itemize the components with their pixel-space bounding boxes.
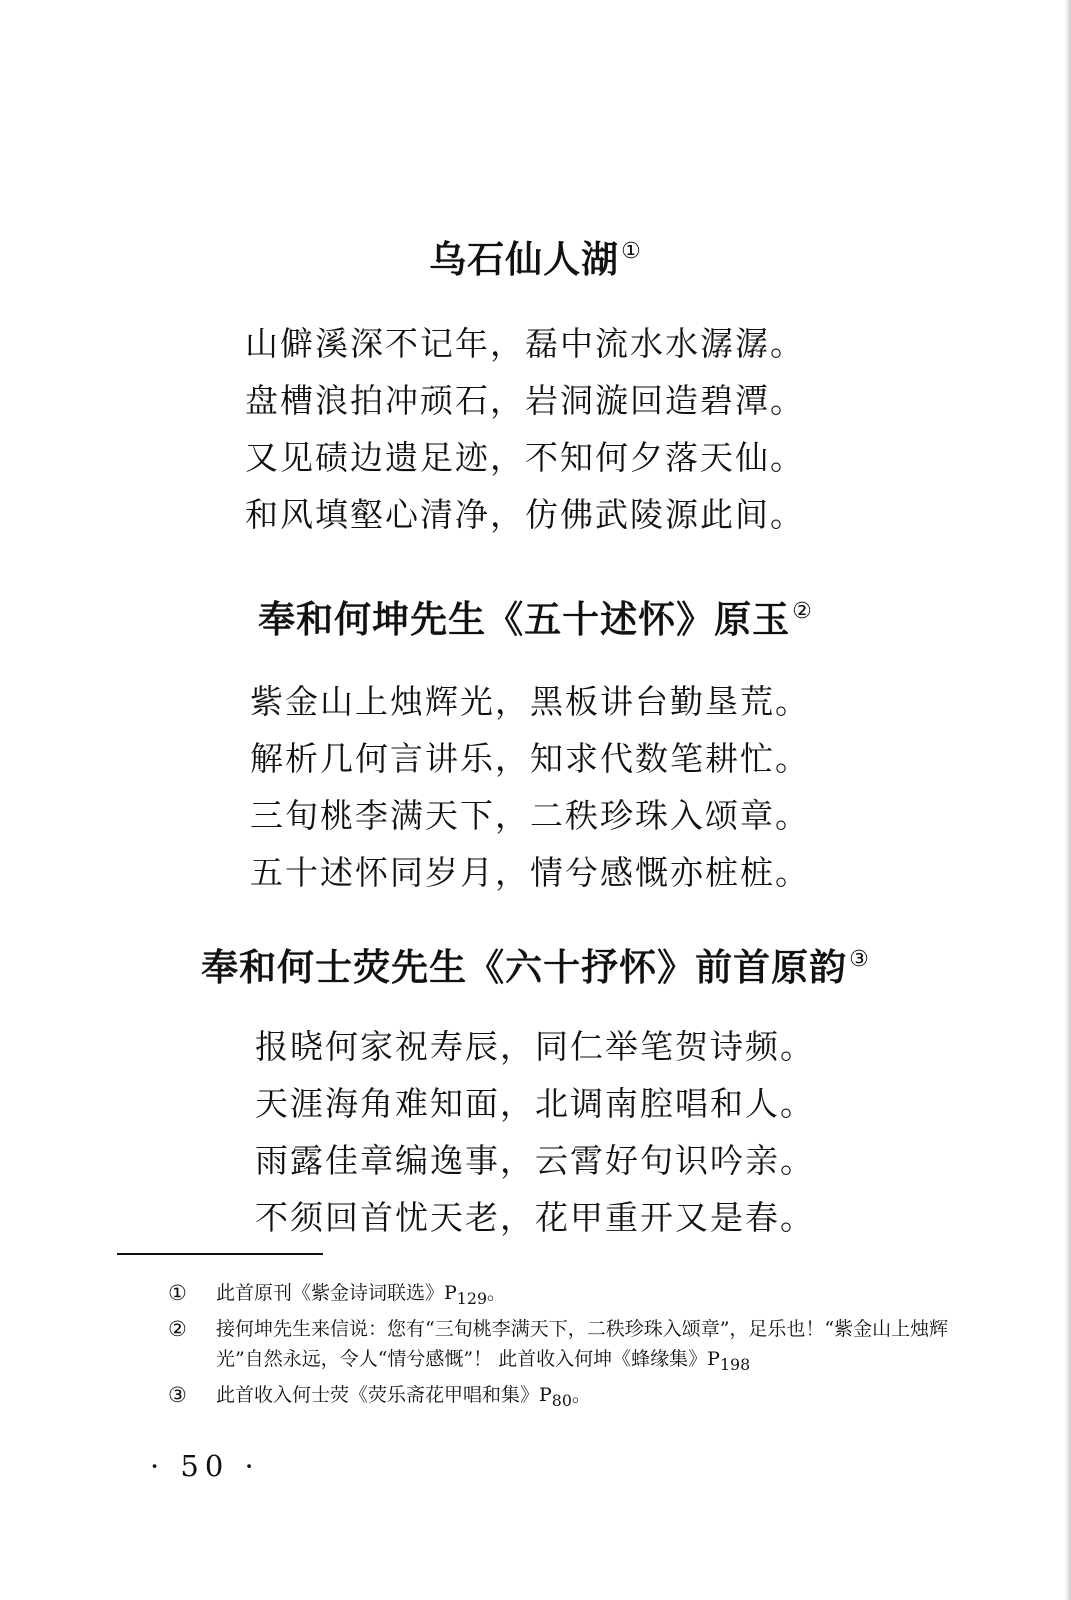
footnote: ③ 此首收入何士荧《荧乐斋花甲唱和集》$P_{80}$。 (168, 1380, 988, 1416)
poem-line: 又见碛边遗足迹，不知何夕落天仙。 (245, 438, 805, 477)
page-ref: 198 (719, 1354, 751, 1374)
poem-line: 三旬桃李满天下，二秩珍珠入颂章。 (250, 796, 810, 835)
poem-body (245, 315, 805, 543)
poem-line: 天涯海角难知面，北调南腔唱和人。 (255, 1084, 815, 1123)
page-number: · 50 · (150, 1449, 260, 1483)
poem-line: 不须回首忧天老，花甲重开又是春。 (255, 1198, 815, 1237)
poem-line: 盘槽浪拍冲顽石，岩洞漩回造碧潭。 (245, 381, 805, 420)
poem-line: 报晓何家祝寿辰，同仁举笔贺诗频。 (255, 1027, 815, 1066)
poem-line: 五十述怀同岁月，情兮感慨亦桩桩。 (250, 853, 810, 892)
footnote-ref: ② (792, 599, 813, 624)
poem-line: 解析几何言讲乐，知求代数笔耕忙。 (250, 739, 810, 778)
page-ref: 129 (456, 1288, 488, 1308)
page-ref: 80 (551, 1390, 572, 1410)
poem-line: 紫金山上烛辉光，黑板讲台勤垦荒。 (250, 682, 810, 721)
poem-body (255, 1018, 815, 1246)
footnote-text: 此首收入何士荧《荧乐斋花甲唱和集》P (216, 1383, 552, 1406)
footnote-text: 此首原刊《紫金诗词联选》P (216, 1282, 457, 1304)
footnote-mark: ③ (168, 1382, 187, 1407)
footnote-text: 接何坤先生来信说：您有“三旬桃李满天下，二秩珍珠入颂章”，足乐也！“紫金山上烛辉光”自然永远，令人“情兮感慨”！ 此首收入何坤《蜂缘集》P (216, 1317, 949, 1370)
footnote-mark: ② (168, 1316, 187, 1341)
footnotes (168, 1278, 988, 1415)
page-edge-shadow (1065, 0, 1071, 1600)
footnote-divider (117, 1253, 323, 1255)
poem-body (250, 673, 810, 901)
footnote-ref: ① (621, 239, 642, 264)
poem-line: 和风填壑心清净，仿佛武陵源此间。 (245, 495, 805, 534)
poem-title: 奉和何坤先生《五十述怀》原玉② (258, 598, 813, 641)
footnote-ref: ③ (849, 947, 870, 972)
footnote: ① 此首原刊《紫金诗词联选》$P_{129}$。 (168, 1278, 988, 1314)
poem-line: 雨露佳章编逸事，云霄好句识吟亲。 (255, 1141, 815, 1180)
poem-line: 山僻溪深不记年，磊中流水水潺潺。 (245, 324, 805, 363)
poem-title: 奉和何士荧先生《六十抒怀》前首原韵③ (201, 946, 870, 989)
footnote-mark: ① (168, 1281, 187, 1305)
footnote (168, 1314, 988, 1380)
poem-title: 乌石仙人湖① (429, 238, 642, 281)
